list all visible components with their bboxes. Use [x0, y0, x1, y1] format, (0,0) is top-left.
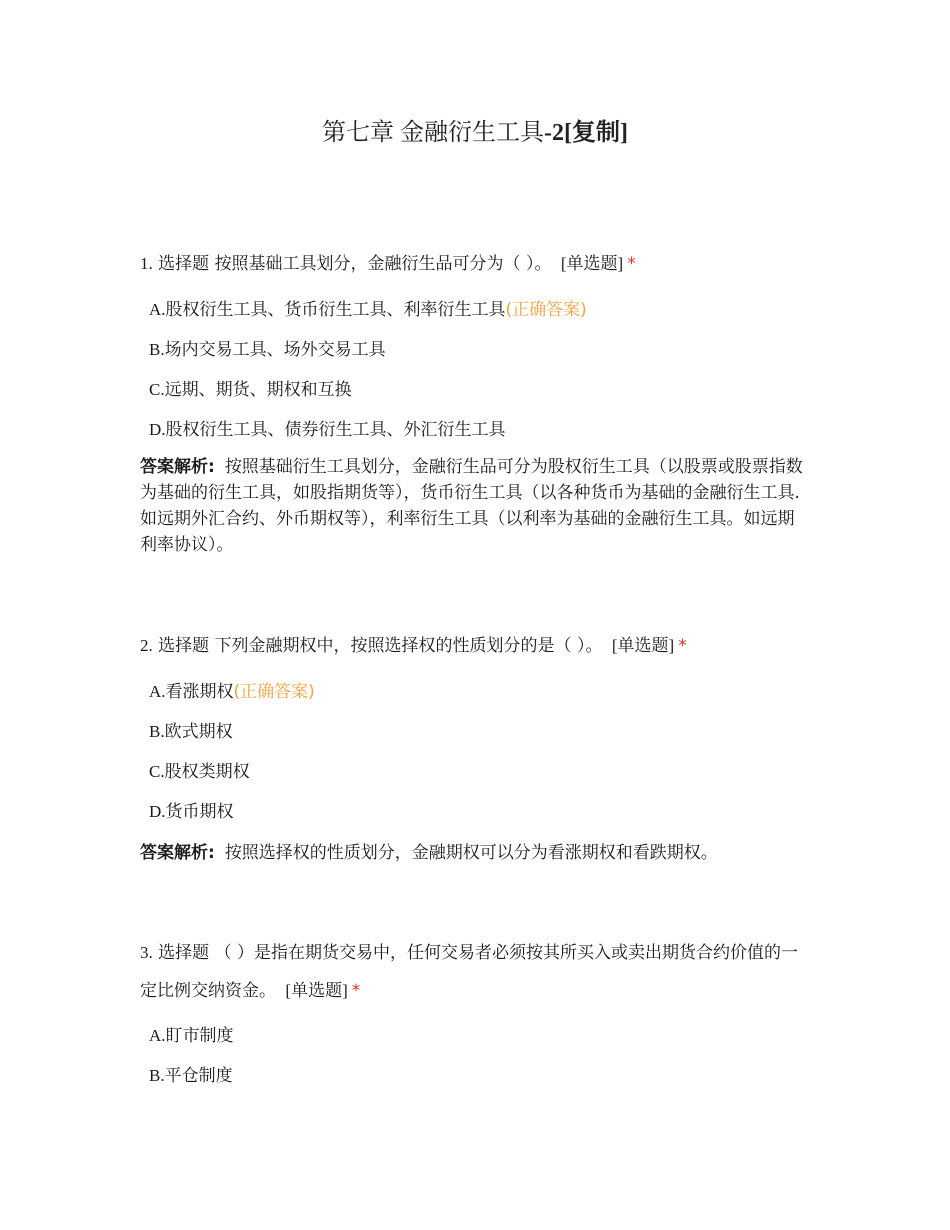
option-letter: D. — [149, 420, 166, 439]
option-letter: B. — [149, 1066, 165, 1085]
option-text: 远期、期货、期权和互换 — [164, 380, 352, 400]
option-text: 股权衍生工具、货币衍生工具、利率衍生工具 — [165, 300, 506, 320]
option-letter: C. — [149, 380, 165, 399]
option-b[interactable] — [140, 330, 810, 370]
question-number: 3. — [140, 943, 153, 962]
option-a[interactable] — [140, 290, 810, 330]
option-a[interactable] — [140, 1016, 810, 1056]
analysis-text: 按照选择权的性质划分，金融期权可以分为看涨期权和看跌期权。 — [224, 843, 718, 863]
option-b[interactable] — [140, 712, 810, 752]
correct-answer-marker: (正确答案) — [233, 682, 315, 702]
option-text: 场内交易工具、场外交易工具 — [164, 340, 386, 360]
question-text: 下列金融期权中，按照选择权的性质划分的是（ ）。 — [214, 636, 603, 656]
option-text: 看涨期权 — [165, 682, 234, 702]
option-letter: D. — [149, 802, 166, 821]
option-text: 欧式期权 — [164, 722, 233, 742]
option-d[interactable] — [140, 792, 810, 832]
question-text: 按照基础工具划分，金融衍生品可分为（ ）。 — [214, 254, 552, 274]
question-stem — [140, 628, 810, 664]
question-type: 选择题 — [158, 943, 210, 963]
option-text: 货币期权 — [165, 802, 234, 822]
option-letter: A. — [149, 682, 166, 701]
answer-analysis — [140, 454, 810, 558]
option-letter: B. — [149, 340, 165, 359]
analysis-text: 按照基础衍生工具划分，金融衍生品可分为股权衍生工具（以股票或股票指数为基础的衍生工具，如股指期货等），货币衍生工具（以各种货币为基础的金融衍生工具.如远期外汇合约、外币期权等），利率衍生工具（以利率为基础的金融衍生工具。如远期利率协议）。 — [140, 457, 803, 555]
analysis-label: 答案解析: — [140, 843, 215, 863]
required-mark: * — [627, 254, 636, 274]
question-stem — [140, 246, 810, 282]
option-text: 盯市制度 — [165, 1026, 234, 1046]
option-letter: A. — [149, 300, 166, 319]
required-mark: * — [678, 636, 687, 656]
question-1 — [140, 246, 810, 558]
question-type: 选择题 — [158, 636, 210, 656]
question-number: 2. — [140, 636, 153, 655]
answer-analysis — [140, 840, 810, 866]
option-a[interactable] — [140, 672, 810, 712]
page-title — [0, 112, 950, 147]
option-c[interactable] — [140, 370, 810, 410]
option-text: 股权类期权 — [164, 762, 250, 782]
correct-answer-marker: (正确答案) — [505, 300, 587, 320]
option-c[interactable] — [140, 752, 810, 792]
option-text: 股权衍生工具、债券衍生工具、外汇衍生工具 — [165, 420, 506, 440]
option-letter: C. — [149, 762, 165, 781]
question-stem — [140, 934, 810, 1010]
title-suffix: -2[复制] — [544, 120, 628, 146]
question-3 — [140, 934, 810, 1096]
option-b[interactable] — [140, 1056, 810, 1096]
option-letter: B. — [149, 722, 165, 741]
question-2 — [140, 628, 810, 866]
title-main: 第七章 金融衍生工具 — [322, 120, 544, 146]
option-d[interactable] — [140, 410, 810, 450]
option-text: 平仓制度 — [164, 1066, 233, 1086]
required-mark: * — [351, 981, 361, 1001]
analysis-label: 答案解析: — [140, 457, 215, 477]
question-number: 1. — [140, 254, 153, 273]
question-text: （ ）是指在期货交易中，任何交易者必须按其所买入或卖出期货合约价值的一定比例交纳资金。 — [140, 943, 798, 1001]
question-tag: [单选题] — [611, 636, 675, 655]
question-type: 选择题 — [158, 254, 210, 274]
option-letter: A. — [149, 1026, 166, 1045]
question-tag: [单选题] — [285, 981, 348, 1000]
question-tag: [单选题] — [560, 254, 624, 273]
